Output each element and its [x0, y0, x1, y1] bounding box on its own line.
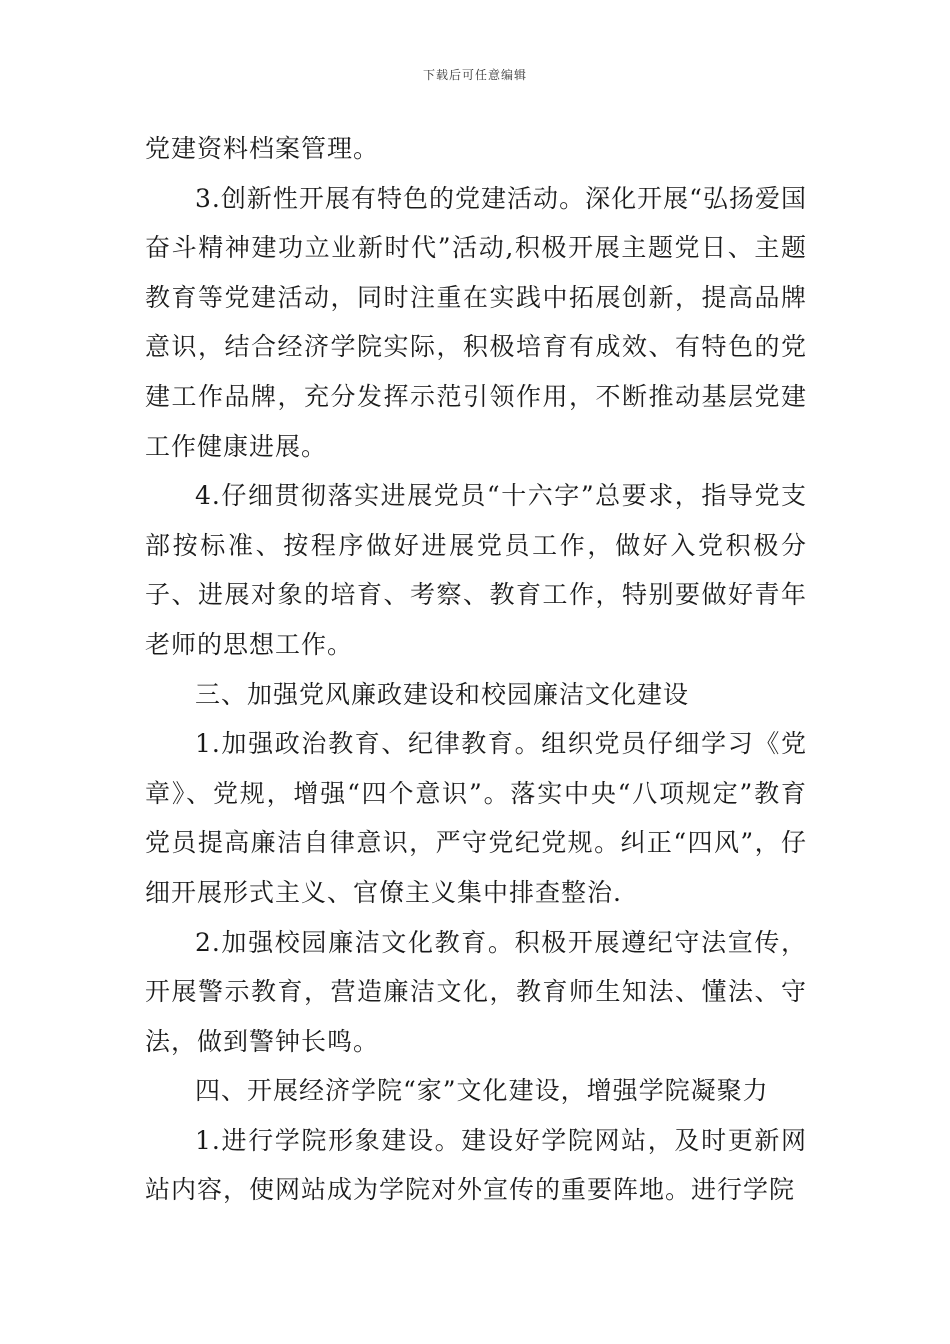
paragraph-item-1-section-4: 1.进行学院形象建设。建设好学院网站，及时更新网站内容，使网站成为学院对外宣传的重要阵地。进行学院 — [145, 1125, 807, 1205]
paragraph-continuation: 党建资料档案管理。 — [145, 134, 380, 163]
section-heading-3: 三、加强党风廉政建设和校园廉洁文化建设 — [195, 679, 690, 709]
page-header: 下载后可任意编辑 — [422, 68, 527, 82]
section-heading-4: 四、开展经济学院“家”文化建设，增强学院凝聚力 — [195, 1076, 769, 1106]
paragraph-item-1: 1.加强政治教育、纪律教育。组织党员仔细学习《党章》、党规，增强“四个意识”。落实中央“八项规定”教育党员提高廉洁自律意识，严守党纪党规。纠正“四风”，仔细开展形式主义、官僚主义集中排查整治. — [145, 729, 807, 907]
paragraph-item-3: 3.创新性开展有特色的党建活动。深化开展“弘扬爱国奋斗精神建功立业新时代”活动,积极开展主题党日、主题教育等党建活动，同时注重在实践中拓展创新，提高品牌意识，结合经济学院实际，积极培育有成效、有特色的党建工作品牌，充分发挥示范引领作用，不断推动基层党建工作健康进展。 — [145, 183, 807, 461]
paragraph-item-2: 2.加强校园廉洁文化教育。积极开展遵纪守法宣传，开展警示教育，营造廉洁文化，教育师生知法、懂法、守法，做到警钟长鸣。 — [145, 927, 807, 1056]
paragraph-item-4: 4.仔细贯彻落实进展党员“十六字”总要求，指导党支部按标准、按程序做好进展党员工作，做好入党积极分子、进展对象的培育、考察、教育工作，特别要做好青年老师的思想工作。 — [145, 481, 807, 659]
document-body — [145, 124, 807, 1215]
